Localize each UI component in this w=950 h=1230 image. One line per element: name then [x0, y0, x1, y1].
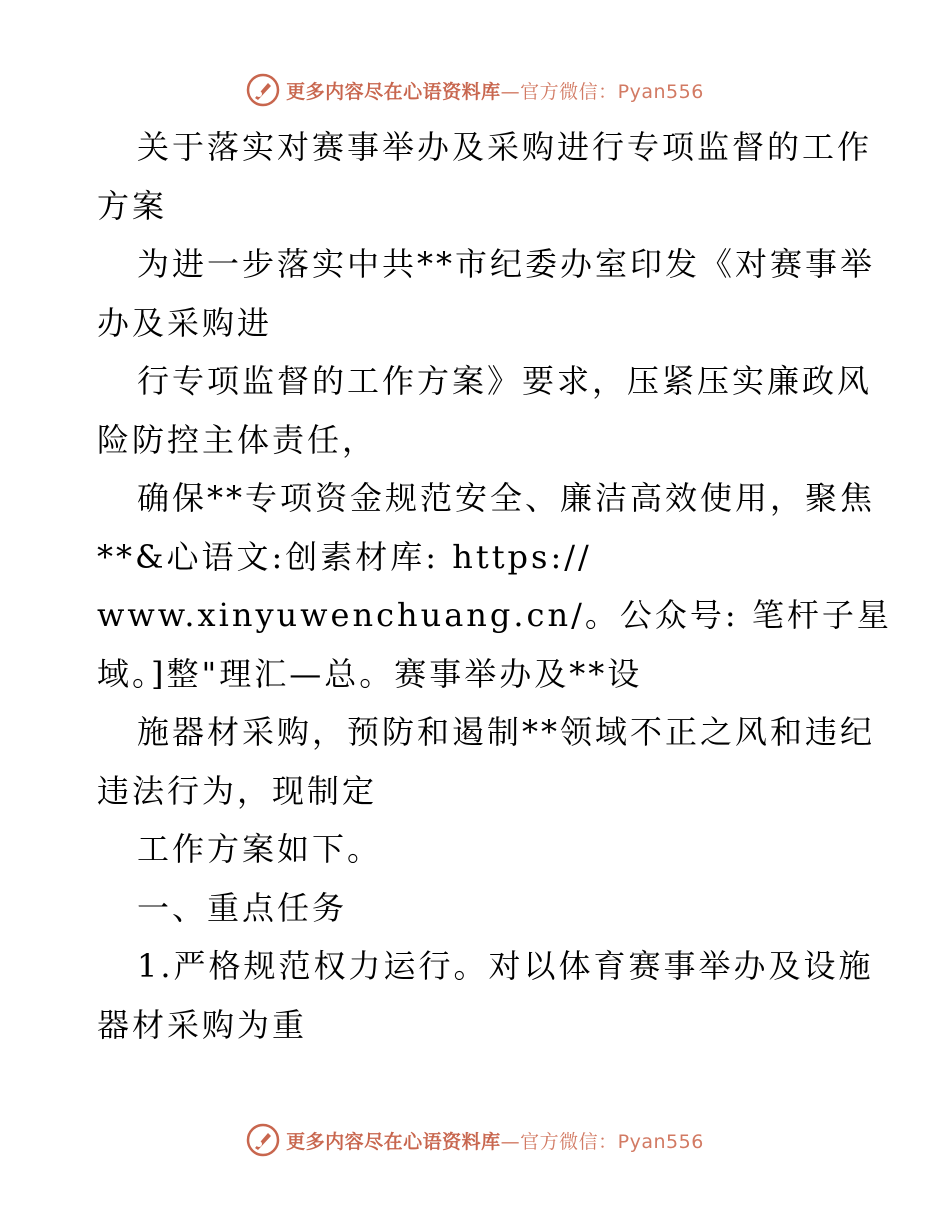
footer-watermark-banner: [0, 1120, 950, 1160]
document-body: [97, 118, 892, 1054]
doc-line: 一、重点任务: [137, 888, 348, 927]
doc-line: 关于落实对赛事举办及采购进行专项监督的工作: [137, 128, 873, 166]
watermark-brand: 更多内容尽在心语资料库: [286, 80, 501, 103]
watermark-text: [286, 77, 704, 104]
doc-line: 确保**专项资金规范安全、廉洁高效使用，聚焦: [137, 479, 876, 517]
quill-pen-circle-icon: [246, 1123, 280, 1157]
watermark-contact: —官方微信：Pyan556: [500, 1130, 704, 1153]
doc-line: **&心语文:创素材库: https://: [97, 537, 592, 576]
doc-line: 工作方案如下。: [137, 830, 383, 868]
watermark-brand: 更多内容尽在心语资料库: [286, 1130, 501, 1153]
doc-line: 险防控主体责任，: [97, 420, 378, 459]
doc-line: 1.严格规范权力运行。对以体育赛事举办及设施: [137, 947, 874, 985]
doc-line: 方案: [97, 186, 168, 225]
doc-line: 违法行为，现制定: [97, 771, 378, 810]
doc-line: 域。]整"理汇—总。赛事举办及**设: [97, 654, 643, 693]
doc-line: 办及采购进: [97, 303, 273, 342]
doc-line: www.xinyuwenchuang.cn/。公众号: 笔杆子星: [97, 596, 892, 634]
doc-line: 施器材采购，预防和遏制**领域不正之风和违纪: [137, 713, 876, 751]
watermark-text: [286, 1127, 704, 1154]
doc-line: 器材采购为重: [97, 1005, 308, 1044]
header-watermark-banner: [0, 70, 950, 110]
doc-line: 行专项监督的工作方案》要求，压紧压实廉政风: [137, 362, 873, 400]
quill-pen-circle-icon: [246, 73, 280, 107]
doc-line: 为进一步落实中共**市纪委办室印发《对赛事举: [137, 245, 876, 283]
watermark-contact: —官方微信：Pyan556: [500, 80, 704, 103]
